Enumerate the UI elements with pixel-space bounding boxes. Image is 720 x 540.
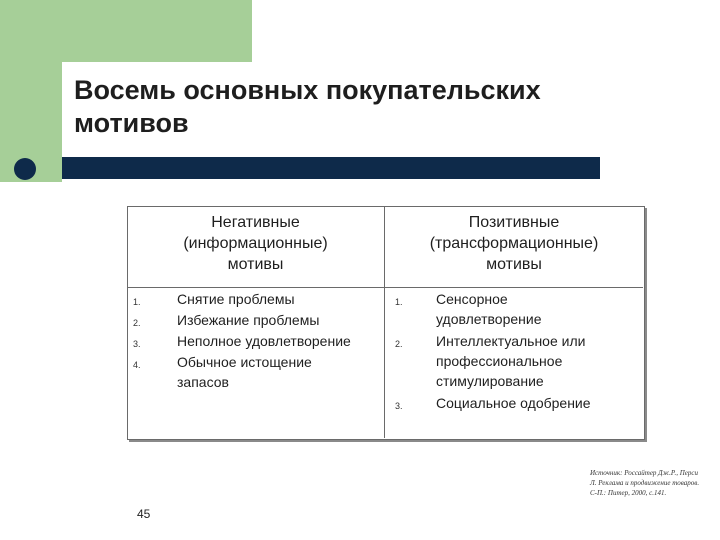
list-item-number: 1. [395, 297, 403, 307]
positive-motives-list [395, 289, 636, 413]
negative-motives-header [127, 212, 384, 275]
list-item [133, 352, 342, 392]
negative-header-line-1: Негативные [211, 214, 300, 231]
positive-header-line-2: (трансформационные) [429, 235, 599, 252]
list-item [395, 393, 636, 413]
list-item-number: 3. [395, 401, 403, 411]
list-item-text: Обычное истощение запасов [177, 354, 312, 390]
list-item-number: 1. [133, 297, 141, 307]
page-number: 45 [137, 507, 151, 521]
negative-header-line-3: мотивы [227, 256, 284, 273]
positive-motives-header [385, 212, 643, 275]
list-item-text: Неполное удовлетворение [177, 333, 351, 349]
list-item-number: 4. [133, 360, 141, 370]
list-item [133, 331, 382, 352]
list-item [395, 289, 576, 329]
list-item-text: Сенсорное удовлетворение [436, 291, 542, 327]
list-item [395, 331, 621, 391]
list-item-text: Избежание проблемы [177, 312, 320, 328]
positive-header-line-1: Позитивные [468, 214, 560, 231]
list-item-number: 2. [395, 339, 403, 349]
decorative-green-block [0, 0, 252, 62]
list-item [133, 310, 382, 331]
list-item-text: Снятие проблемы [177, 291, 295, 307]
negative-motives-list [133, 289, 382, 392]
slide-title: Восемь основных покупательских мотивов [74, 75, 541, 138]
list-item [133, 289, 382, 310]
title-underline-bar [62, 157, 600, 179]
positive-header-line-3: мотивы [486, 256, 542, 273]
list-item-number: 3. [133, 339, 141, 349]
list-item-text: Интеллектуальное или профессиональное стимулирование [436, 333, 586, 389]
negative-header-line-2: (информационные) [183, 235, 328, 252]
bullet-dot-icon [14, 158, 36, 180]
list-item-text: Социальное одобрение [436, 395, 591, 411]
source-note: Источник: Россайтер Дж.Р., Перси Л. Реклама и продвижение товаров. С-П.: Питер, 2000, с.141. [590, 469, 700, 497]
list-item-number: 2. [133, 318, 141, 328]
header-divider [127, 287, 643, 288]
